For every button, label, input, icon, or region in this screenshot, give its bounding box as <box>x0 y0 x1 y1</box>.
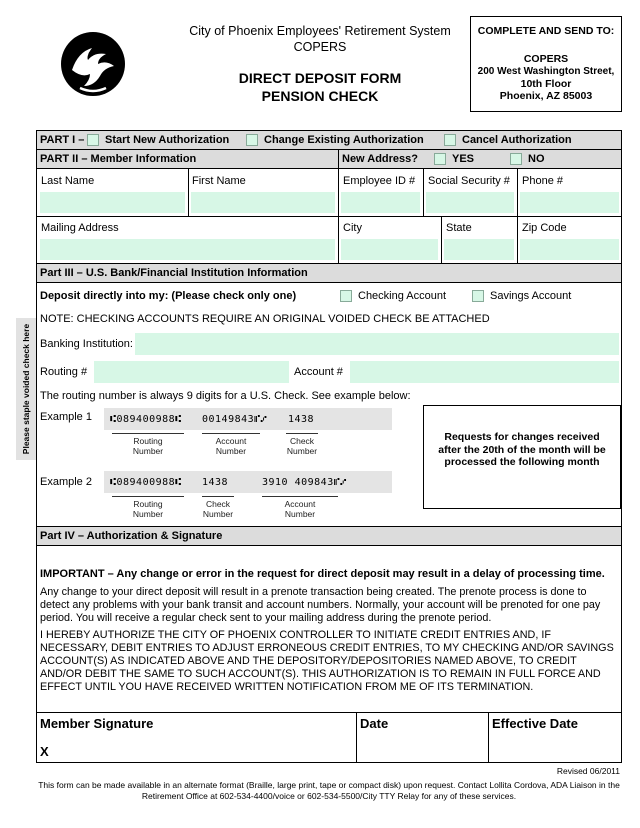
first-name-input[interactable] <box>191 192 335 213</box>
part1-label: PART I – <box>40 134 85 146</box>
new-address-no-checkbox[interactable] <box>510 153 522 165</box>
mailing-address-label: Mailing Address <box>41 222 119 234</box>
effective-date-label: Effective Date <box>492 716 578 731</box>
example1-cap-routing-2: Number <box>132 446 164 456</box>
example2-cap-account-2: Number <box>284 509 316 519</box>
state-label: State <box>446 222 472 234</box>
part2-label: PART II – Member Information <box>40 153 197 165</box>
zip-label: Zip Code <box>522 222 567 234</box>
org-line-1: City of Phoenix Employees' Retirement System <box>189 24 451 38</box>
cancel-authorization-label: Cancel Authorization <box>462 134 572 146</box>
signature-input[interactable] <box>52 732 352 760</box>
state-input[interactable] <box>444 239 514 260</box>
example2-micr-check: 1438 <box>202 477 229 488</box>
example1-micr-routing: ⑆089400988⑆ <box>110 414 182 425</box>
example2-cap-check-2: Number <box>202 509 234 519</box>
last-name-input[interactable] <box>40 192 185 213</box>
phone-input[interactable] <box>520 192 619 213</box>
example2-cap-routing-2: Number <box>132 509 164 519</box>
new-address-no-label: NO <box>528 153 545 165</box>
send-to-street: 200 West Washington Street, <box>477 66 615 77</box>
part4-label: Part IV – Authorization & Signature <box>40 530 223 542</box>
change-existing-checkbox[interactable] <box>246 134 258 146</box>
example2-cap-check-1: Check <box>205 499 231 509</box>
example1-cap-account-1: Account <box>215 436 247 446</box>
checking-note: NOTE: CHECKING ACCOUNTS REQUIRE AN ORIGINAL VOIDED CHECK BE ATTACHED <box>40 313 490 325</box>
example1-cap-check-1: Check <box>289 436 315 446</box>
routing-label: Routing # <box>40 366 88 378</box>
date-input[interactable] <box>358 732 486 760</box>
employee-id-label: Employee ID # <box>343 175 416 187</box>
member-signature-label: Member Signature <box>40 716 154 731</box>
form-title-1: DIRECT DEPOSIT FORM <box>238 70 402 86</box>
example2-micr-account: 3910 409843⑈⑇ <box>262 477 347 488</box>
revised-date: Revised 06/2011 <box>556 766 620 776</box>
example1-micr-check: 1438 <box>288 414 315 425</box>
banking-institution-input[interactable] <box>135 333 619 355</box>
org-line-2: COPERS <box>293 40 347 54</box>
processing-notice-text: Requests for changes received after the 20th of the month will be processed the following month <box>438 431 606 468</box>
part3-label: Part III – U.S. Bank/Financial Institution Information <box>40 267 308 279</box>
authorization-paragraph: I HEREBY AUTHORIZE THE CITY OF PHOENIX CONTROLLER TO INITIATE CREDIT ENTRIES AND, IF NECESSARY, DEBIT ENTRIES TO ADJUST ERRONEOUS CREDIT ENTRIES, TO MY CHECKING AND/OR SAVINGS ACCOUNT(S) AS INDICATED ABOVE AND THE DEPOSITORY/DEPOSITORIES NAMED ABOVE, TO CREDIT AND/OR DEBIT THE SAME TO SUCH ACCOUNT(S). THIS AUTHORIZATION IS TO REMAIN IN FULL FORCE AND EFFECT UNTIL YOU HAVE RECEIVED WRITTEN NOTIFICATION FROM ME OF ITS TERMINATION. <box>40 629 614 693</box>
new-address-yes-label: YES <box>452 153 475 165</box>
new-address-label: New Address? <box>342 153 419 165</box>
example1-micr-account: 00149843⑈⑇ <box>202 414 268 425</box>
mailing-address-input[interactable] <box>40 239 335 260</box>
example1-label: Example 1 <box>40 411 92 423</box>
staple-tab <box>16 318 36 460</box>
banking-institution-label: Banking Institution: <box>40 338 133 350</box>
example1-cap-check-2: Number <box>286 446 318 456</box>
example2-cap-account-1: Account <box>284 499 316 509</box>
signature-x-mark: X <box>40 744 49 759</box>
city-input[interactable] <box>341 239 438 260</box>
first-name-label: First Name <box>192 175 246 187</box>
account-label: Account # <box>294 366 343 378</box>
effective-date-input[interactable] <box>490 732 620 760</box>
example2-cap-routing-1: Routing <box>133 499 163 509</box>
processing-notice-box <box>423 405 621 509</box>
example2-micr-routing: ⑆089400988⑆ <box>110 477 182 488</box>
start-new-label: Start New Authorization <box>105 134 230 146</box>
routing-note: The routing number is always 9 digits for a U.S. Check. See example below: <box>40 390 411 402</box>
send-to-city: Phoenix, AZ 85003 <box>499 90 593 102</box>
zip-input[interactable] <box>520 239 619 260</box>
phoenix-logo-icon <box>58 30 128 98</box>
city-label: City <box>343 222 362 234</box>
send-to-floor: 10th Floor <box>520 78 572 90</box>
ada-notice: This form can be made available in an alternate format (Braille, large print, tape or compact disk) upon request. Contact Lollita Cordova, ADA Liaison in the Retirement Office at 602-534-4400/voice or 602-534-5500/City TTY Relay for any of these services. <box>38 780 620 801</box>
prenote-paragraph: Any change to your direct deposit will result in a prenote transaction being created. The prenote process is done to detect any problems with your bank transit and account numbers. Normally, your account will be prenoted for one pay period. You will receive a regular check sent to your mailing address during the prenote period. <box>40 586 601 624</box>
start-new-checkbox[interactable] <box>87 134 99 146</box>
savings-account-checkbox[interactable] <box>472 290 484 302</box>
send-to-box <box>470 16 622 112</box>
ssn-input[interactable] <box>426 192 514 213</box>
phone-label: Phone # <box>522 175 563 187</box>
example1-cap-account-2: Number <box>215 446 247 456</box>
last-name-label: Last Name <box>41 175 95 187</box>
date-label: Date <box>360 716 389 731</box>
account-input[interactable] <box>350 361 619 383</box>
cancel-authorization-checkbox[interactable] <box>444 134 456 146</box>
employee-id-input[interactable] <box>341 192 420 213</box>
form-title-2: PENSION CHECK <box>261 88 379 104</box>
send-to-heading: COMPLETE AND SEND TO: <box>477 25 615 37</box>
deposit-prompt: Deposit directly into my: (Please check only one) <box>40 290 297 302</box>
savings-account-label: Savings Account <box>490 290 572 302</box>
routing-input[interactable] <box>94 361 289 383</box>
checking-account-label: Checking Account <box>358 290 447 302</box>
new-address-yes-checkbox[interactable] <box>434 153 446 165</box>
staple-tab-text: Please staple voided check here <box>21 323 31 455</box>
example1-cap-routing-1: Routing <box>133 436 163 446</box>
change-existing-label: Change Existing Authorization <box>264 134 424 146</box>
ssn-label: Social Security # <box>428 175 510 187</box>
checking-account-checkbox[interactable] <box>340 290 352 302</box>
send-to-name: COPERS <box>523 53 569 65</box>
important-notice: IMPORTANT – Any change or error in the request for direct deposit may result in a delay of processing time. <box>40 568 605 580</box>
example2-label: Example 2 <box>40 476 92 488</box>
